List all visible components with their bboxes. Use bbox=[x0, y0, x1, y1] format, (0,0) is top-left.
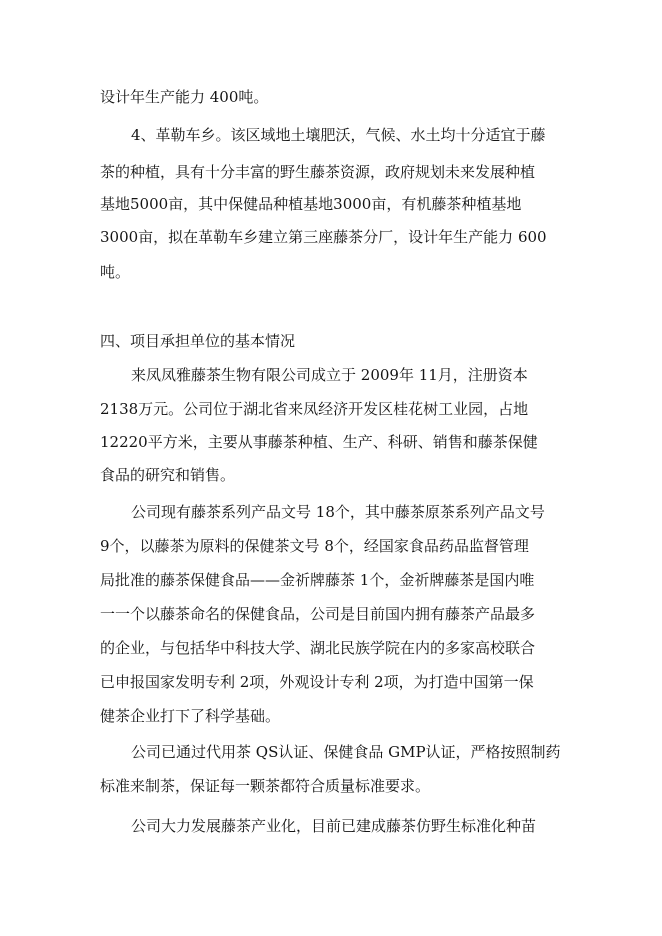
paragraph-line: 公司已通过代用茶 QS认证、保健食品 GMP认证，严格按照制药 bbox=[131, 743, 561, 761]
paragraph-line: 9个，以藤茶为原料的保健茶文号 8个，经国家食品药品监督管理 bbox=[100, 537, 529, 555]
paragraph-line: 基地5000亩，其中保健品种植基地3000亩，有机藤茶种植基地 bbox=[100, 195, 522, 213]
paragraph-line: 局批准的藤茶保健食品——金祈牌藤茶 1个，金祈牌藤茶是国内唯 bbox=[100, 571, 535, 589]
paragraph-line: 公司大力发展藤茶产业化，目前已建成藤茶仿野生标准化种苗 bbox=[131, 817, 537, 835]
paragraph-line: 一一个以藤茶命名的保健食品，公司是目前国内拥有藤茶产品最多 bbox=[100, 605, 536, 623]
paragraph-line: 标准来制茶，保证每一颗茶都符合质量标准要求。 bbox=[100, 777, 431, 795]
paragraph-line: 12220平方米，主要从事藤茶种植、生产、科研、销售和藤茶保健 bbox=[100, 433, 538, 451]
paragraph-line: 来凤凤雅藤茶生物有限公司成立于 2009年 11月，注册资本 bbox=[131, 366, 528, 384]
paragraph-line: 设计年生产能力 400吨。 bbox=[100, 88, 269, 106]
section-heading: 四、项目承担单位的基本情况 bbox=[100, 332, 296, 350]
paragraph-line: 已申报国家发明专利 2项，外观设计专利 2项，为打造中国第一保 bbox=[100, 673, 534, 691]
paragraph-line: 的企业，与包括华中科技大学、湖北民族学院在内的多家高校联合 bbox=[100, 639, 536, 657]
paragraph-line: 吨。 bbox=[100, 263, 131, 281]
paragraph-line: 3000亩，拟在革勒车乡建立第三座藤茶分厂，设计年生产能力 600 bbox=[100, 228, 547, 246]
paragraph-line: 2138万元。公司位于湖北省来凤经济开发区桂花树工业园，占地 bbox=[100, 400, 529, 418]
paragraph-line: 健茶企业打下了科学基础。 bbox=[100, 707, 281, 725]
paragraph-line: 公司现有藤茶系列产品文号 18个，其中藤茶原茶系列产品文号 bbox=[131, 503, 545, 521]
paragraph-line: 4、革勒车乡。该区域地土壤肥沃，气候、水土均十分适宜于藤 bbox=[131, 126, 546, 144]
paragraph-line: 茶的种植，具有十分丰富的野生藤茶资源，政府规划未来发展种植 bbox=[100, 163, 536, 181]
paragraph-line: 食品的研究和销售。 bbox=[100, 466, 236, 484]
